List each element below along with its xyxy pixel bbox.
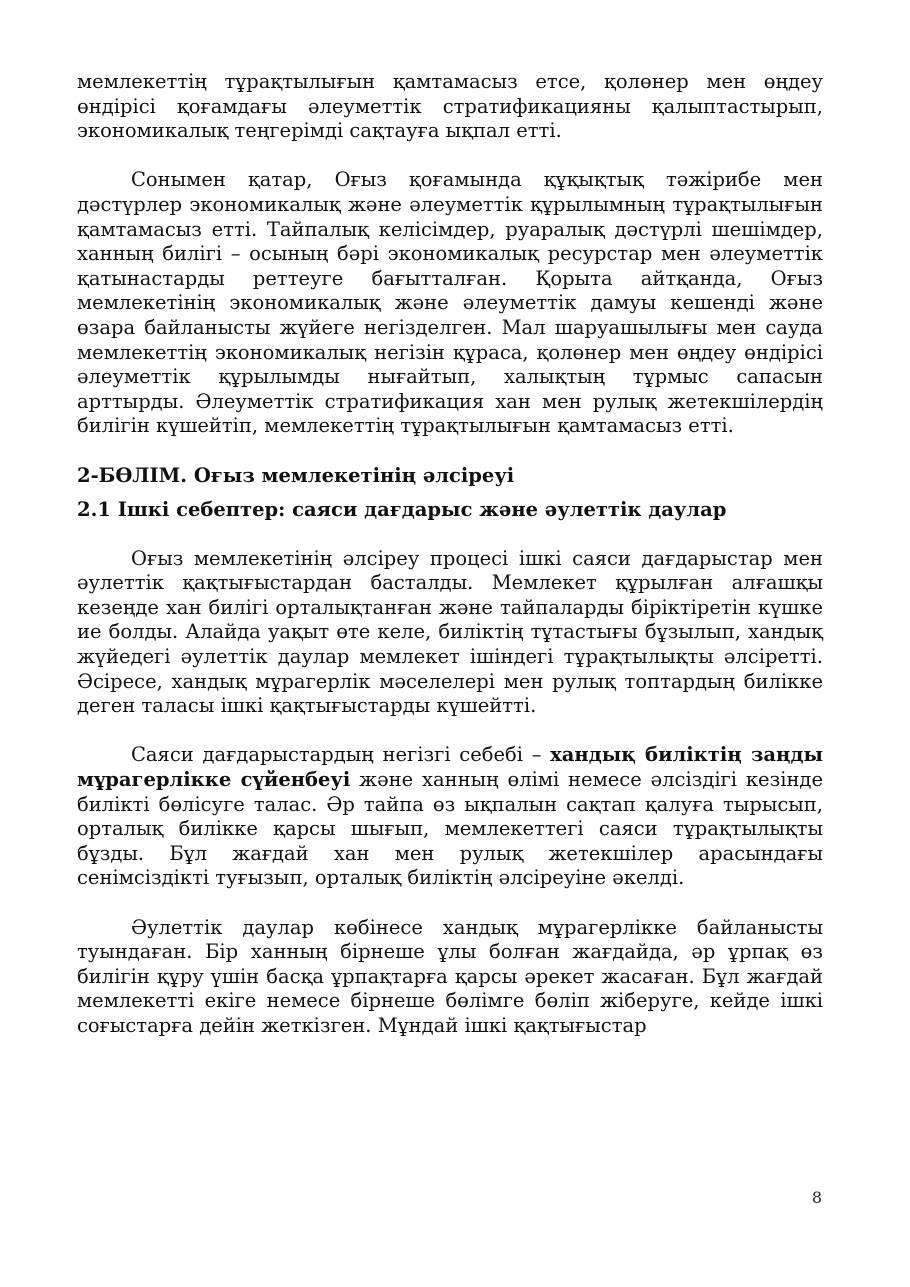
document-page: [77, 70, 823, 1039]
paragraph-text-start: Саяси дағдарыстардың негізгі себебі –: [131, 743, 551, 767]
paragraph-dynastic-disputes: Әулеттік даулар көбінесе хандық мұрагерлікке байланысты туындаған. Бір ханның бірнеше ұлы болған жағдайда, әр ұрпақ өз билігін құру үшін басқа ұрпақтарға қарсы әрекет жасаған. Бұл жағдай мемлекетті екіге немесе бірнеше бөлімге бөліп жіберуге, кейде ішкі соғыстарға дейін жеткізген. Мұндай ішкі қақтығыстар: [77, 915, 823, 1037]
paragraph-legal-traditions: Сонымен қатар, Оғыз қоғамында құқықтық тәжірибе мен дәстүрлер экономикалық және әлеуметтік құрылымның тұрақтылығын қамтамасыз етті. Тайпалық келісімдер, руаралық дәстүрлі шешімдер, ханның билігі – осының бәрі экономикалық ресурстар мен әлеуметтік қатынастарды реттеуге бағытталған. Қорыта айтқанда, Оғыз мемлекетінің экономикалық және әлеуметтік дамуы кешенді және өзара байланысты жүйеге негізделген. Мал шаруашылығы мен сауда мемлекеттің экономикалық негізін құраса, қолөнер мен өңдеу өндірісі әлеуметтік құрылымды нығайтып, халықтың тұрмыс сапасын арттырды. Әлеуметтік стратификация хан мен рулық жетекшілердің билігін күшейтіп, мемлекеттің тұрақтылығын қамтамасыз етті.: [77, 168, 823, 438]
page-number: 8: [811, 1188, 822, 1207]
paragraph-continuation: мемлекеттің тұрақтылығын қамтамасыз етсе, қолөнер мен өңдеу өндірісі қоғамдағы әлеуметтік стратификацияны қалыптастырып, экономикалық теңгерімді сақтауға ықпал етті.: [77, 70, 823, 143]
paragraph-weakening-process: Оғыз мемлекетінің әлсіреу процесі ішкі саяси дағдарыстар мен әулеттік қақтығыстардан басталды. Мемлекет құрылған алғашқы кезеңде хан билігі орталықтанған және тайпаларды біріктіретін күшке ие болды. Алайда уақыт өте келе, биліктің тұтастығы бұзылып, хандық жүйедегі әулеттік даулар мемлекет ішіндегі тұрақтылықты әлсіретті. Әсіресе, хандық мұрагерлік мәселелері мен рулық топтардың билікке деген таласы ішкі қақтығыстарды күшейтті.: [77, 546, 823, 718]
paragraph-political-crisis: [77, 743, 823, 891]
section-heading: 2-БӨЛІМ. Оғыз мемлекетінің әлсіреуі: [77, 463, 515, 487]
bold-emphasis: хандық биліктің заңды мұрагерлікке сүйенбеуі: [77, 743, 823, 792]
paragraph-text-end: және ханның өлімі немесе әлсіздігі кезінде билікті бөлісуге талас. Әр тайпа өз ықпалын сақтап қалуға тырысып, орталық билікке қарсы шығып, мемлекеттегі саяси тұрақтылықты бұзды. Бұл жағдай хан мен рулық жетекшілер арасындағы сенімсіздікті туғызып, орталық биліктің әлсіреуіне әкелді.: [77, 768, 823, 890]
subsection-heading: 2.1 Ішкі себептер: саяси дағдарыс және әулеттік даулар: [77, 498, 727, 522]
